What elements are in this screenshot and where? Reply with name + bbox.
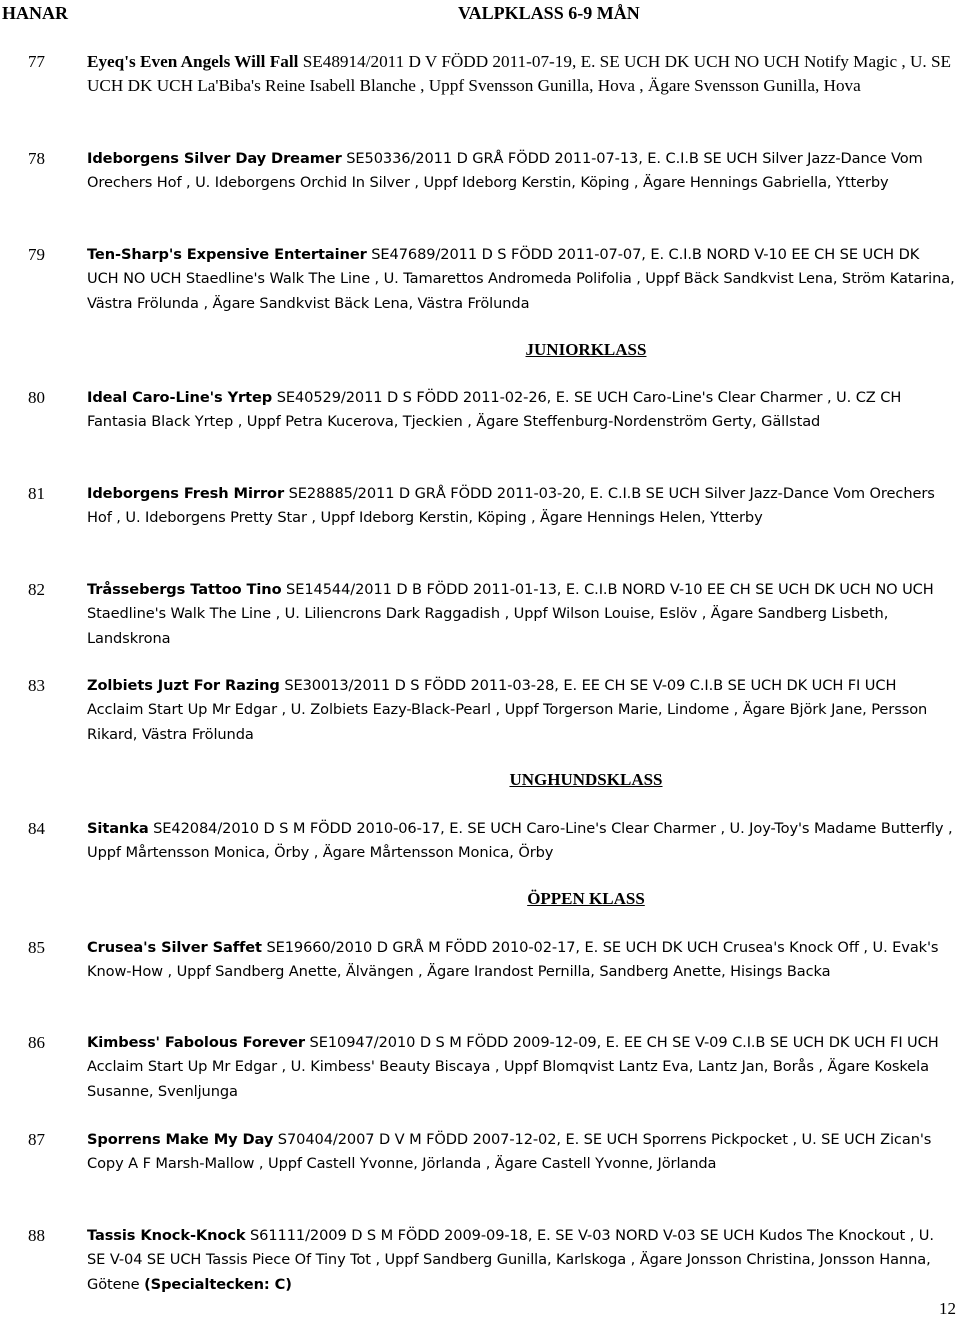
entry-text	[87, 50, 955, 99]
dog-name: Crusea's Silver Saffet	[87, 939, 262, 956]
entry-details: SE19660/2010 D GRÅ M FÖDD 2010-02-17, E. SE UCH DK UCH Crusea's Knock Off , U. Evak's Know-How , Uppf Sandberg Anette, Älvängen , Ägare Irandost Pernilla, Sandberg Anette, Hisings Backa	[87, 939, 939, 981]
dog-name: Ideborgens Silver Day Dreamer	[87, 150, 342, 167]
entry-text	[87, 817, 955, 866]
entry-number: 88	[28, 1226, 45, 1245]
entry-text	[87, 243, 955, 316]
entry-number: 85	[28, 938, 45, 957]
class-title-valpklass: VALPKLASS 6-9 MÅN	[458, 3, 640, 23]
dog-name: Ten-Sharp's Expensive Entertainer	[87, 246, 367, 263]
entry-number: 81	[28, 484, 45, 503]
entry-number: 80	[28, 388, 45, 407]
entry-details: SE50336/2011 D GRÅ FÖDD 2011-07-13, E. C.I.B SE UCH Silver Jazz-Dance Vom Orechers Hof , U. Ideborgens Orchid In Silver , Uppf Ideborg Kerstin, Köping , Ägare Hennings Gabriella, Ytterby	[87, 150, 923, 192]
entry-number: 84	[28, 819, 45, 838]
entry-text	[87, 482, 955, 531]
entry-details: SE42084/2010 D S M FÖDD 2010-06-17, E. SE UCH Caro-Line's Clear Charmer , U. Joy-Toy's Madame Butterfly , Uppf Mårtensson Monica, Örby , Ägare Mårtensson Monica, Örby	[87, 820, 953, 862]
class-title-oppen-klass: ÖPPEN KLASS	[527, 889, 645, 908]
entry-number: 86	[28, 1033, 45, 1052]
dog-name: Ideborgens Fresh Mirror	[87, 485, 285, 502]
class-title-unghundsklass: UNGHUNDSKLASS	[509, 770, 663, 789]
entry-details: SE28885/2011 D GRÅ FÖDD 2011-03-20, E. C.I.B SE UCH Silver Jazz-Dance Vom Orechers Hof , U. Ideborgens Pretty Star , Uppf Ideborg Kerstin, Köping , Ägare Hennings Helen, Ytterby	[87, 485, 935, 527]
entry-details: SE40529/2011 D S FÖDD 2011-02-26, E. SE UCH Caro-Line's Clear Charmer , U. CZ CH Fantasia Black Yrtep , Uppf Petra Kucerova, Tjeckien , Ägare Steffenburg-Nordenström Gerty, Gällstad	[87, 389, 902, 431]
entry-details: SE10947/2010 D S M FÖDD 2009-12-09, E. EE CH SE V-09 C.I.B SE UCH DK UCH FI UCH Acclaim Start Up Mr Edgar , U. Kimbess' Beauty Biscaya , Uppf Blomqvist Lantz Eva, Lantz Jan, Borås , Ägare Koskela Susanne, Svenljunga	[87, 1034, 939, 1100]
dog-name: Sporrens Make My Day	[87, 1131, 274, 1148]
dog-name: Sitanka	[87, 820, 149, 837]
dog-name: Kimbess' Fabolous Forever	[87, 1034, 306, 1051]
entry-text	[87, 1031, 955, 1104]
dog-name: Tassis Knock-Knock	[87, 1227, 246, 1244]
dog-name: Tråssebergs Tattoo Tino	[87, 581, 282, 598]
entry-details: S70404/2007 D V M FÖDD 2007-12-02, E. SE UCH Sporrens Pickpocket , U. SE UCH Zican's Copy A F Marsh-Mallow , Uppf Castell Yvonne, Jörlanda , Ägare Castell Yvonne, Jörlanda	[87, 1131, 932, 1173]
entry-number: 78	[28, 149, 45, 168]
entry-details: SE48914/2011 D V FÖDD 2011-07-19, E. SE UCH DK UCH NO UCH Notify Magic , U. SE UCH DK UCH La'Biba's Reine Isabell Blanche , Uppf Svensson Gunilla, Hova , Ägare Svensson Gunilla, Hova	[87, 52, 952, 96]
entry-details: SE14544/2011 D B FÖDD 2011-01-13, E. C.I.B NORD V-10 EE CH SE UCH DK UCH NO UCH Staedline's Walk The Line , U. Liliencrons Dark Raggadish , Uppf Wilson Louise, Eslöv , Ägare Sandberg Lisbeth, Landskrona	[87, 581, 934, 647]
column-header-hanar: HANAR	[2, 3, 68, 23]
dog-name: Zolbiets Juzt For Razing	[87, 677, 280, 694]
entry-number: 83	[28, 676, 45, 695]
entry-details: S61111/2009 D S M FÖDD 2009-09-18, E. SE V-03 NORD V-03 SE UCH Kudos The Knockout , U. SE V-04 SE UCH Tassis Piece Of Tiny Tot , Uppf Sandberg Gunilla, Karlskoga , Ägare Jonsson Christina, Jonsson Hanna, Götene	[87, 1227, 934, 1293]
dog-name: Eyeq's Even Angels Will Fall	[87, 52, 299, 71]
entry-number: 82	[28, 580, 45, 599]
entry-text	[87, 674, 955, 747]
entry-text	[87, 147, 955, 196]
entry-text	[87, 1128, 955, 1177]
special-note: (Specialtecken: C)	[144, 1275, 292, 1293]
entry-text	[87, 578, 955, 651]
dog-name: Ideal Caro-Line's Yrtep	[87, 389, 273, 406]
entry-text	[87, 386, 955, 435]
entry-details: SE47689/2011 D S FÖDD 2011-07-07, E. C.I.B NORD V-10 EE CH SE UCH DK UCH NO UCH Staedline's Walk The Line , U. Tamarettos Andromeda Polifolia , Uppf Bäck Sandkvist Lena, Ström Katarina, Västra Frölunda , Ägare Sandkvist Bäck Lena, Västra Frölunda	[87, 246, 955, 312]
class-title-juniorklass: JUNIORKLASS	[525, 340, 647, 359]
entry-number: 77	[28, 52, 45, 71]
entry-details: SE30013/2011 D S FÖDD 2011-03-28, E. EE CH SE V-09 C.I.B SE UCH DK UCH FI UCH Acclaim Start Up Mr Edgar , U. Zolbiets Eazy-Black-Pearl , Uppf Torgerson Marie, Lindome , Ägare Björk Jane, Persson Rikard, Västra Frölunda	[87, 677, 928, 743]
entry-number: 87	[28, 1130, 45, 1149]
entry-text	[87, 936, 955, 985]
entry-number: 79	[28, 245, 45, 264]
entry-text	[87, 1224, 955, 1297]
page-number: 12	[939, 1299, 956, 1318]
